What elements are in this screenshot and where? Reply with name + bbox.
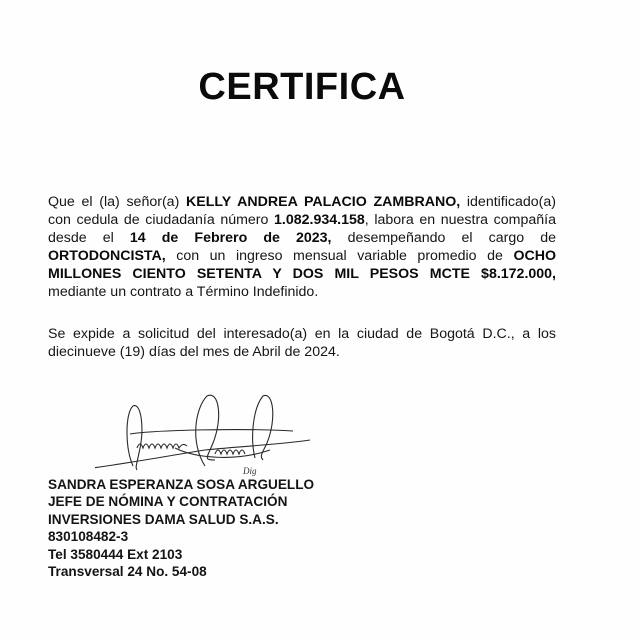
text-segment: , labora en nuestra compañía desde el xyxy=(48,212,556,246)
signer-role: JEFE DE NÓMINA Y CONTRATACIÓN xyxy=(48,494,288,510)
signer-name: SANDRA ESPERANZA SOSA ARGUELLO xyxy=(48,477,315,492)
text-segment: con un ingreso mensual variable promedio de xyxy=(165,248,514,264)
company-name: INVERSIONES DAMA SALUD S.A.S. xyxy=(48,511,279,527)
issue-paragraph: Se expide a solicitud del interesado(a) en la ciudad de Bogotá D.C., a los diecinueve (19) días del mes de Abril de 2024. xyxy=(48,326,556,360)
signature-image xyxy=(95,388,335,488)
signer-block xyxy=(48,476,314,580)
document-title: CERTIFICA xyxy=(198,66,406,108)
certification-paragraph xyxy=(48,193,556,301)
employee-name: KELLY ANDREA PALACIO ZAMBRANO, xyxy=(186,194,461,210)
text-segment: identificado(a) con cedula de ciudadanía número xyxy=(48,194,557,228)
company-address: Transversal 24 No. 54-08 xyxy=(48,564,207,580)
id-number: 1.082.934.158 xyxy=(274,212,365,228)
salary-amount: OCHO MILLONES CIENTO SETENTA Y DOS MIL PESOS MCTE $8.172.000, xyxy=(48,248,556,282)
text-segment: Que el (la) señor(a) xyxy=(48,194,186,210)
text-segment: mediante un contrato a Término Indefinido. xyxy=(48,284,319,300)
job-position: ORTODONCISTA, xyxy=(48,248,166,264)
signature-mark: Dig xyxy=(243,466,257,476)
text-segment: desempeñando el cargo de xyxy=(331,230,556,246)
company-nit: 830108482-3 xyxy=(48,529,129,545)
company-phone: Tel 3580444 Ext 2103 xyxy=(48,546,183,562)
start-date: 14 de Febrero de 2023, xyxy=(129,230,332,246)
